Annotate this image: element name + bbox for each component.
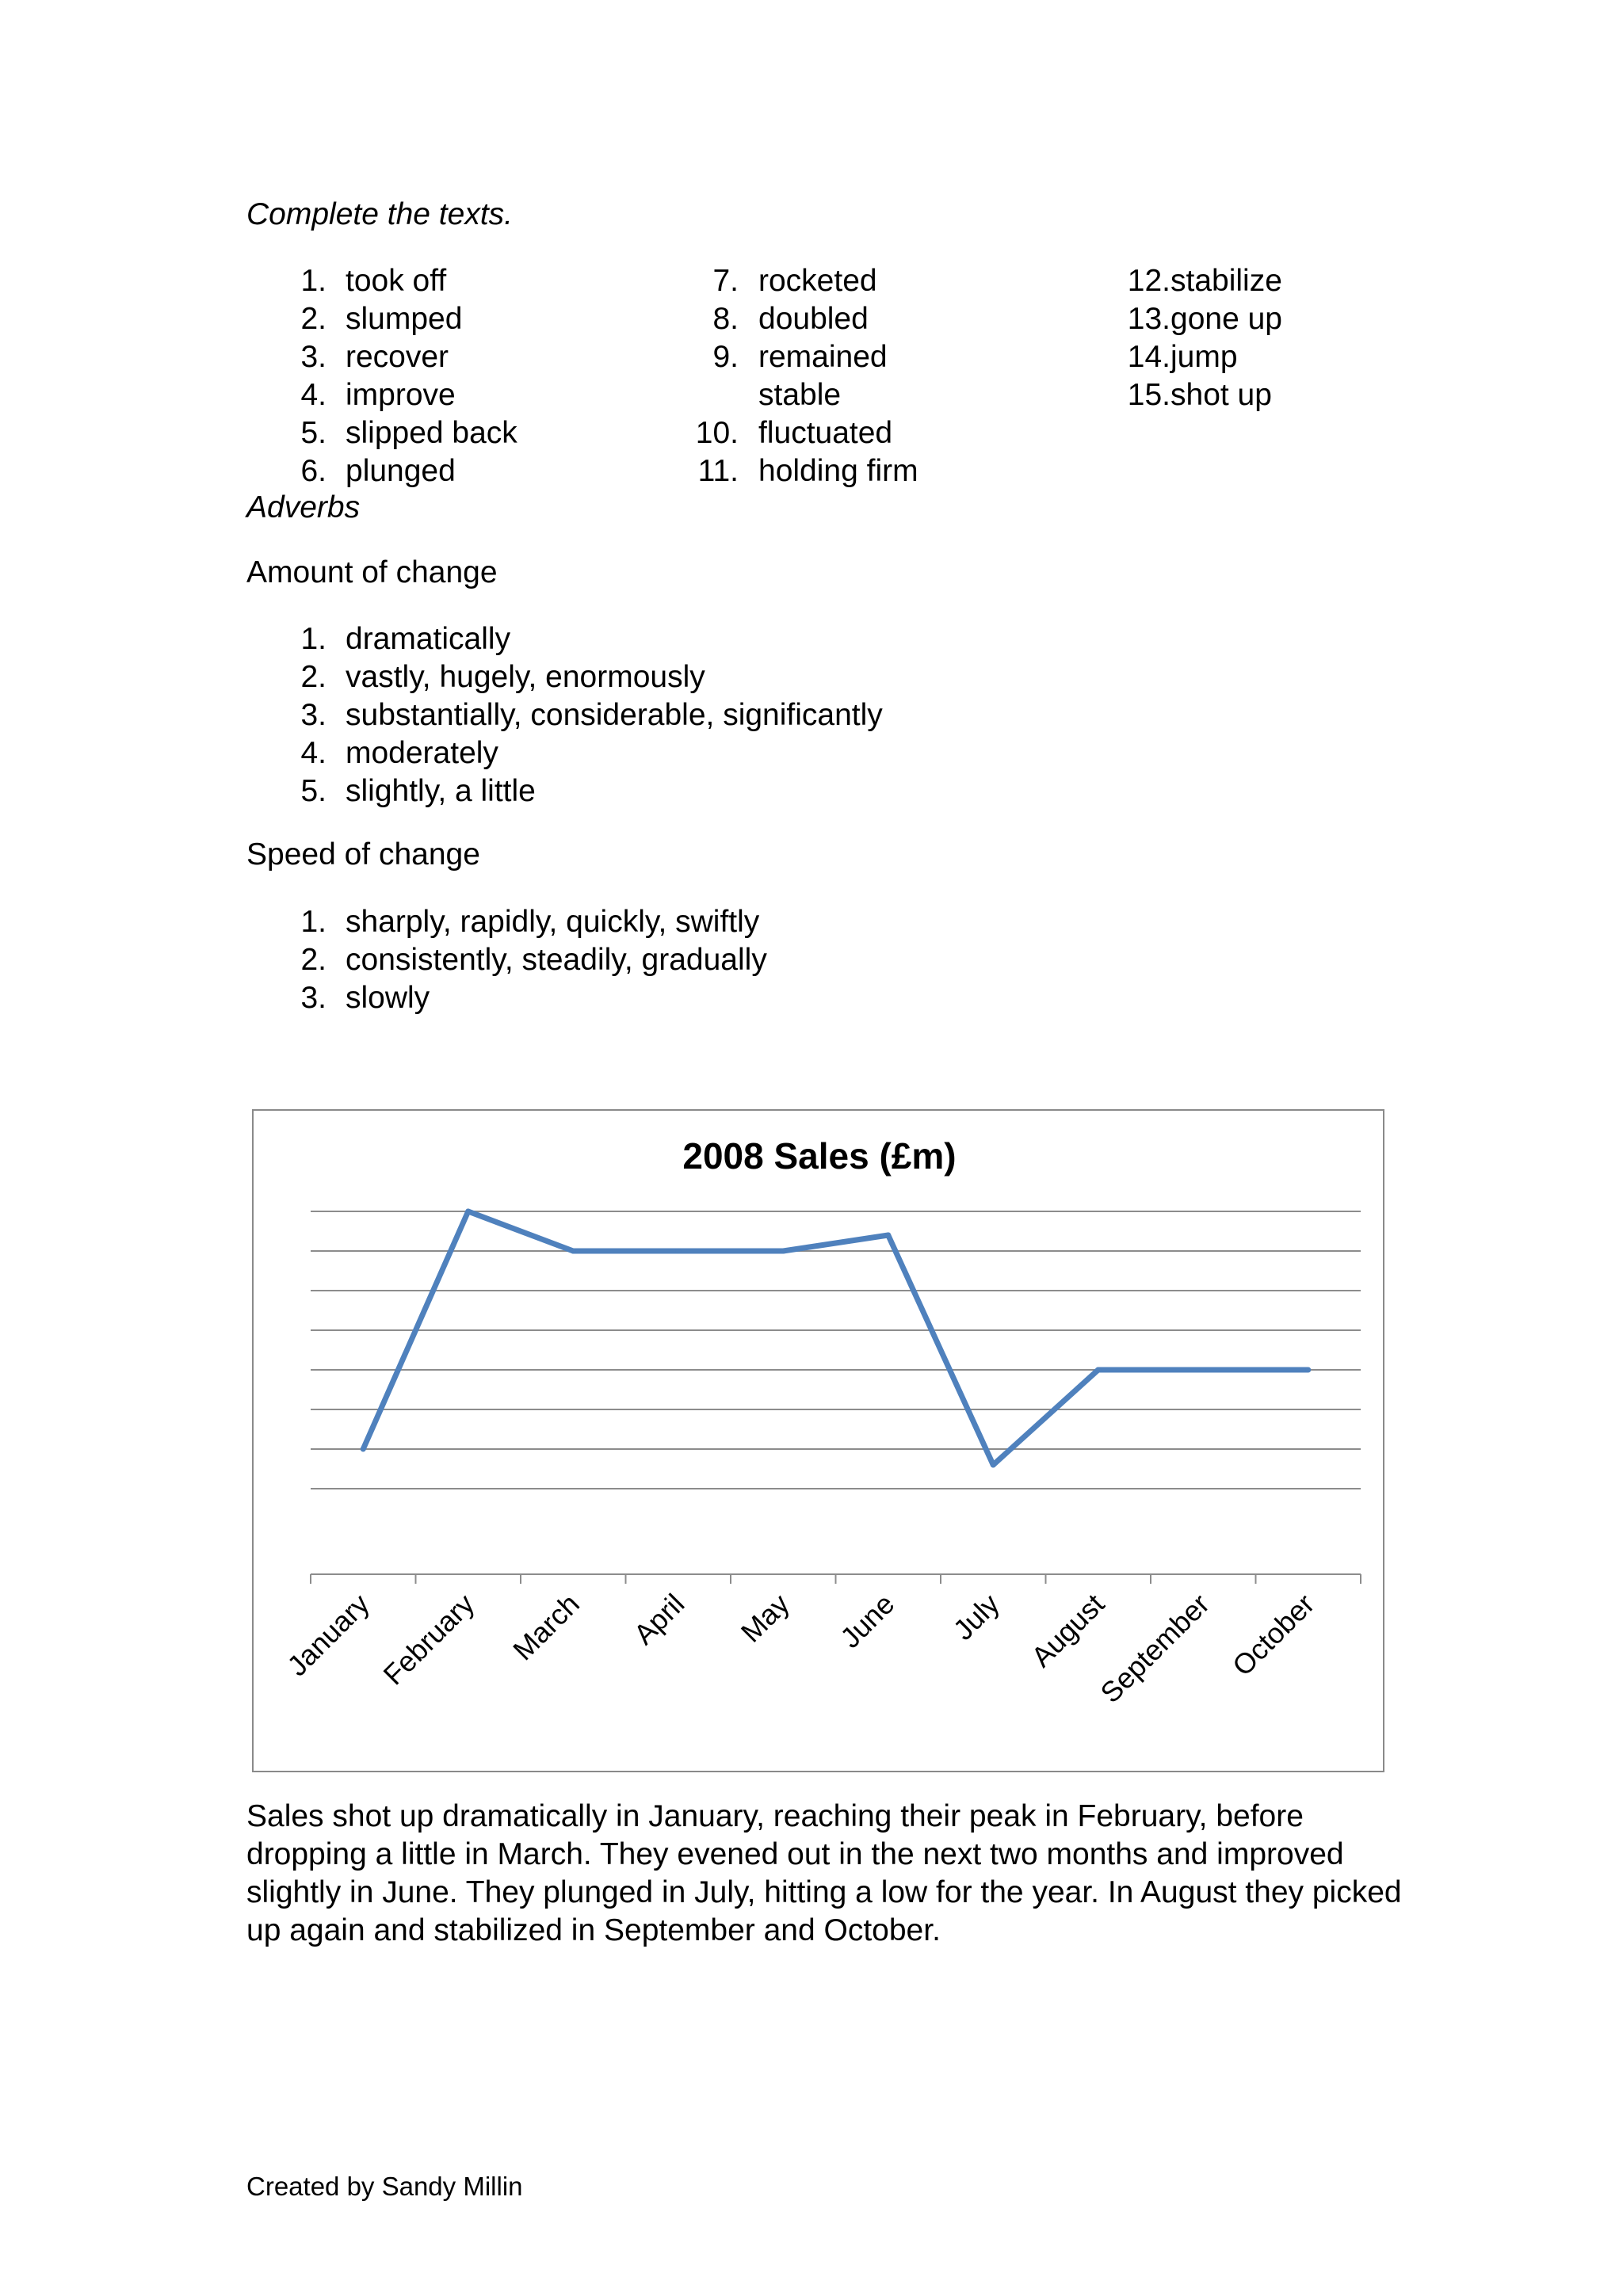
list-item: sharply, rapidly, quickly, swiftly	[346, 905, 760, 939]
list-item: doubled	[758, 302, 869, 336]
list-item-number: 1.	[300, 264, 327, 298]
list-item-number: 1.	[300, 622, 327, 656]
list-item: plunged	[346, 454, 456, 488]
list-item-number: 3.	[300, 698, 327, 732]
x-tick-label: March	[506, 1587, 586, 1667]
data-point	[1201, 1367, 1206, 1373]
list-item: slowly	[346, 981, 430, 1015]
list-item-number: 15.	[1127, 378, 1170, 412]
summary-paragraph: Sales shot up dramatically in January, reaching their peak in February, before dropping a little in March. They evened out in the next two months and improved slightly in June. They plunged in July, hitting a low for the year. In August they picked up again and stabilized in September and October.	[246, 1799, 1402, 1947]
chart-svg	[254, 1111, 1386, 1774]
x-tick-label: October	[1225, 1587, 1321, 1683]
list-item-number: 3.	[300, 340, 327, 374]
data-point	[571, 1249, 576, 1254]
list-item: dramatically	[346, 622, 511, 656]
list-item-number: 10.	[695, 416, 739, 450]
data-point	[675, 1249, 681, 1254]
chart-series	[361, 1209, 1312, 1468]
list-item-number: 2.	[300, 660, 327, 694]
adverbs-heading: Adverbs	[246, 490, 361, 524]
list-item: stable	[758, 378, 842, 412]
x-tick-label: August	[1025, 1587, 1111, 1673]
x-tick-label: June	[834, 1587, 901, 1654]
list-item-number: 6.	[300, 454, 327, 488]
list-item-number: 14.	[1127, 340, 1170, 374]
x-tick-label: July	[946, 1587, 1006, 1646]
chart-title: 2008 Sales (£m)	[682, 1135, 957, 1177]
list-item: fluctuated	[758, 416, 893, 450]
amount-heading: Amount of change	[246, 555, 498, 589]
list-item: rocketed	[758, 264, 877, 298]
list-item-number: 5.	[300, 416, 327, 450]
list-item: slumped	[346, 302, 463, 336]
data-point	[1095, 1367, 1101, 1373]
data-point	[991, 1463, 996, 1468]
list-item: took off	[346, 264, 447, 298]
list-item-number: 2.	[300, 302, 327, 336]
list-item-number: 8.	[712, 302, 739, 336]
list-item-number: 1.	[300, 905, 327, 939]
data-point	[781, 1249, 786, 1254]
list-item: recover	[346, 340, 449, 374]
list-item-number: 13.	[1127, 302, 1170, 336]
list-item: consistently, steadily, gradually	[346, 943, 767, 977]
list-item: slightly, a little	[346, 774, 536, 808]
list-item: holding firm	[758, 454, 918, 488]
list-item: gone up	[1170, 302, 1282, 336]
footer-credit: Created by Sandy Millin	[246, 2172, 523, 2201]
chart-x-tick-labels	[281, 1588, 1320, 1710]
list-item-number: 4.	[300, 378, 327, 412]
list-item: moderately	[346, 736, 498, 770]
data-point	[885, 1233, 891, 1238]
list-item-number: 3.	[300, 981, 327, 1015]
x-tick-label: January	[281, 1587, 376, 1683]
speed-heading: Speed of change	[246, 837, 480, 871]
list-item-number: 2.	[300, 943, 327, 977]
instruction: Complete the texts.	[246, 197, 513, 231]
data-point	[361, 1447, 366, 1452]
list-item: remained	[758, 340, 888, 374]
list-item-number: 4.	[300, 736, 327, 770]
list-item-number: 5.	[300, 774, 327, 808]
series-line	[363, 1211, 1308, 1465]
x-tick-label: May	[734, 1587, 796, 1649]
list-item-number: 12.	[1127, 264, 1170, 298]
x-tick-label: September	[1094, 1587, 1216, 1710]
data-point	[1305, 1367, 1311, 1373]
list-item: substantially, considerable, significantly	[346, 698, 883, 732]
list-item: shot up	[1170, 378, 1272, 412]
list-item: jump	[1170, 340, 1238, 374]
list-item: slipped back	[346, 416, 517, 450]
chart-x-axis	[311, 1574, 1361, 1584]
x-tick-label: February	[376, 1587, 481, 1691]
sales-chart	[252, 1109, 1384, 1772]
data-point	[465, 1209, 471, 1215]
x-tick-label: April	[627, 1587, 691, 1651]
list-item-number: 9.	[712, 340, 739, 374]
list-item-number: 11.	[697, 454, 739, 488]
list-item: stabilize	[1170, 264, 1282, 298]
list-item: improve	[346, 378, 456, 412]
chart-gridlines	[311, 1211, 1361, 1489]
list-item-number: 7.	[712, 264, 739, 298]
list-item: vastly, hugely, enormously	[346, 660, 705, 694]
